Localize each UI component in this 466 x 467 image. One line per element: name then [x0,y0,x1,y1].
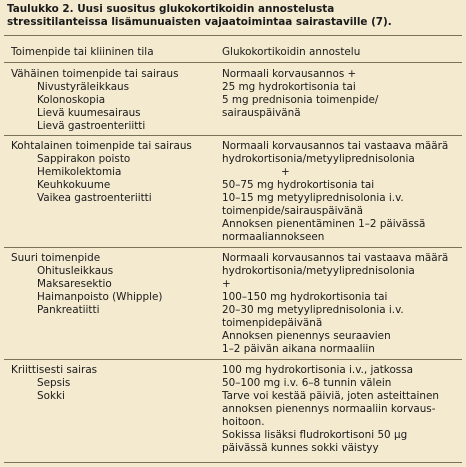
row-condition [11,68,221,133]
condition-example: Lievä kuumesairaus [37,107,141,119]
dosing-line: Annoksen pienentäminen 1–2 päivässä [222,218,426,230]
condition-example: Ohitusleikkaus [37,265,114,277]
condition-example: Maksaresektio [37,278,112,290]
dosing-line: hydrokortisonia/metyyliprednisolonia [222,265,415,277]
dosing-line: 5 mg prednisonia toimenpide/ [222,94,379,106]
dosing-plus: + [281,166,290,178]
caption-line-2: stressitilanteissa lisämunuaisten vajaatoimintaa sairastaville (7). [7,16,392,28]
dosing-line: Tarve voi kestää päiviä, joten asteittainen [222,390,439,402]
dosing-line: päivässä kunnes sokki väistyy [222,442,379,454]
dosing-line: toimenpide/sairauspäivänä [222,205,364,217]
row-dosing [222,252,462,356]
condition-title: Kohtalainen toimenpide tai sairaus [11,140,192,152]
dosing-line: hydrokortisonia/metyyliprednisolonia [222,153,415,165]
condition-title: Vähäinen toimenpide tai sairaus [11,68,179,80]
row-condition [11,140,221,205]
condition-example: Pankreatiitti [37,304,100,316]
dosing-line: annoksen pienennys normaaliin korvaus- [222,403,436,415]
dosing-line: Annoksen pienennys seuraavien [222,330,391,342]
dosing-line: sairauspäivänä [222,107,301,119]
condition-example: Sappirakon poisto [37,153,131,165]
row-divider [4,359,462,360]
dosing-line: 100–150 mg hydrokortisonia tai [222,291,388,303]
top-rule [4,35,462,36]
condition-title: Suuri toimenpide [11,252,101,264]
dosing-line: Sokissa lisäksi fludrokortisoni 50 µg [222,429,408,441]
caption-line-1: Taulukko 2. Uusi suositus glukokortikoidin annostelusta [7,3,335,15]
condition-title: Kriittisesti sairas [11,364,98,376]
dosing-line: 50–100 mg i.v. 6–8 tunnin välein [222,377,392,389]
condition-example: Kolonoskopia [37,94,106,106]
condition-example: Haimanpoisto (Whipple) [37,291,163,303]
dosing-line: Normaali korvausannos tai vastaava määrä [222,140,449,152]
dosing-line: toimenpidepäivänä [222,317,323,329]
row-divider [4,247,462,248]
dosing-line: 100 mg hydrokortisonia i.v., jatkossa [222,364,414,376]
condition-example: Lievä gastroenteriitti [37,120,146,132]
dosing-line: hoitoon. [222,416,265,428]
dosing-line: 25 mg hydrokortisonia tai [222,81,356,93]
condition-example: Nivustyräleikkaus [37,81,130,93]
row-condition [11,364,221,403]
row-condition [11,252,221,317]
condition-example: Hemikolektomia [37,166,122,178]
condition-example: Sepsis [37,377,71,389]
condition-example: Vaikea gastroenteriitti [37,192,152,204]
table-caption [7,3,462,29]
header-rule [4,62,462,63]
bottom-rule [4,462,462,463]
condition-example: Keuhkokuume [37,179,111,191]
row-dosing [222,68,462,120]
dosing-line: 10–15 mg metyyliprednisolonia i.v. [222,192,404,204]
dosing-line: 1–2 päivän aikana normaaliin [222,343,375,355]
dosing-line: 20–30 mg metyyliprednisolonia i.v. [222,304,404,316]
header-procedure: Toimenpide tai kliininen tila [11,46,154,58]
dosing-line: 50–75 mg hydrokortisonia tai [222,179,375,191]
dosing-line: normaaliannokseen [222,231,325,243]
row-dosing [222,364,462,455]
header-dosing: Glukokortikoidin annostelu [222,46,361,58]
dosing-plus: + [222,278,231,290]
row-divider [4,135,462,136]
condition-example: Sokki [37,390,65,402]
row-dosing [222,140,462,244]
dosing-line: Normaali korvausannos + [222,68,357,80]
dosing-line: Normaali korvausannos tai vastaava määrä [222,252,449,264]
